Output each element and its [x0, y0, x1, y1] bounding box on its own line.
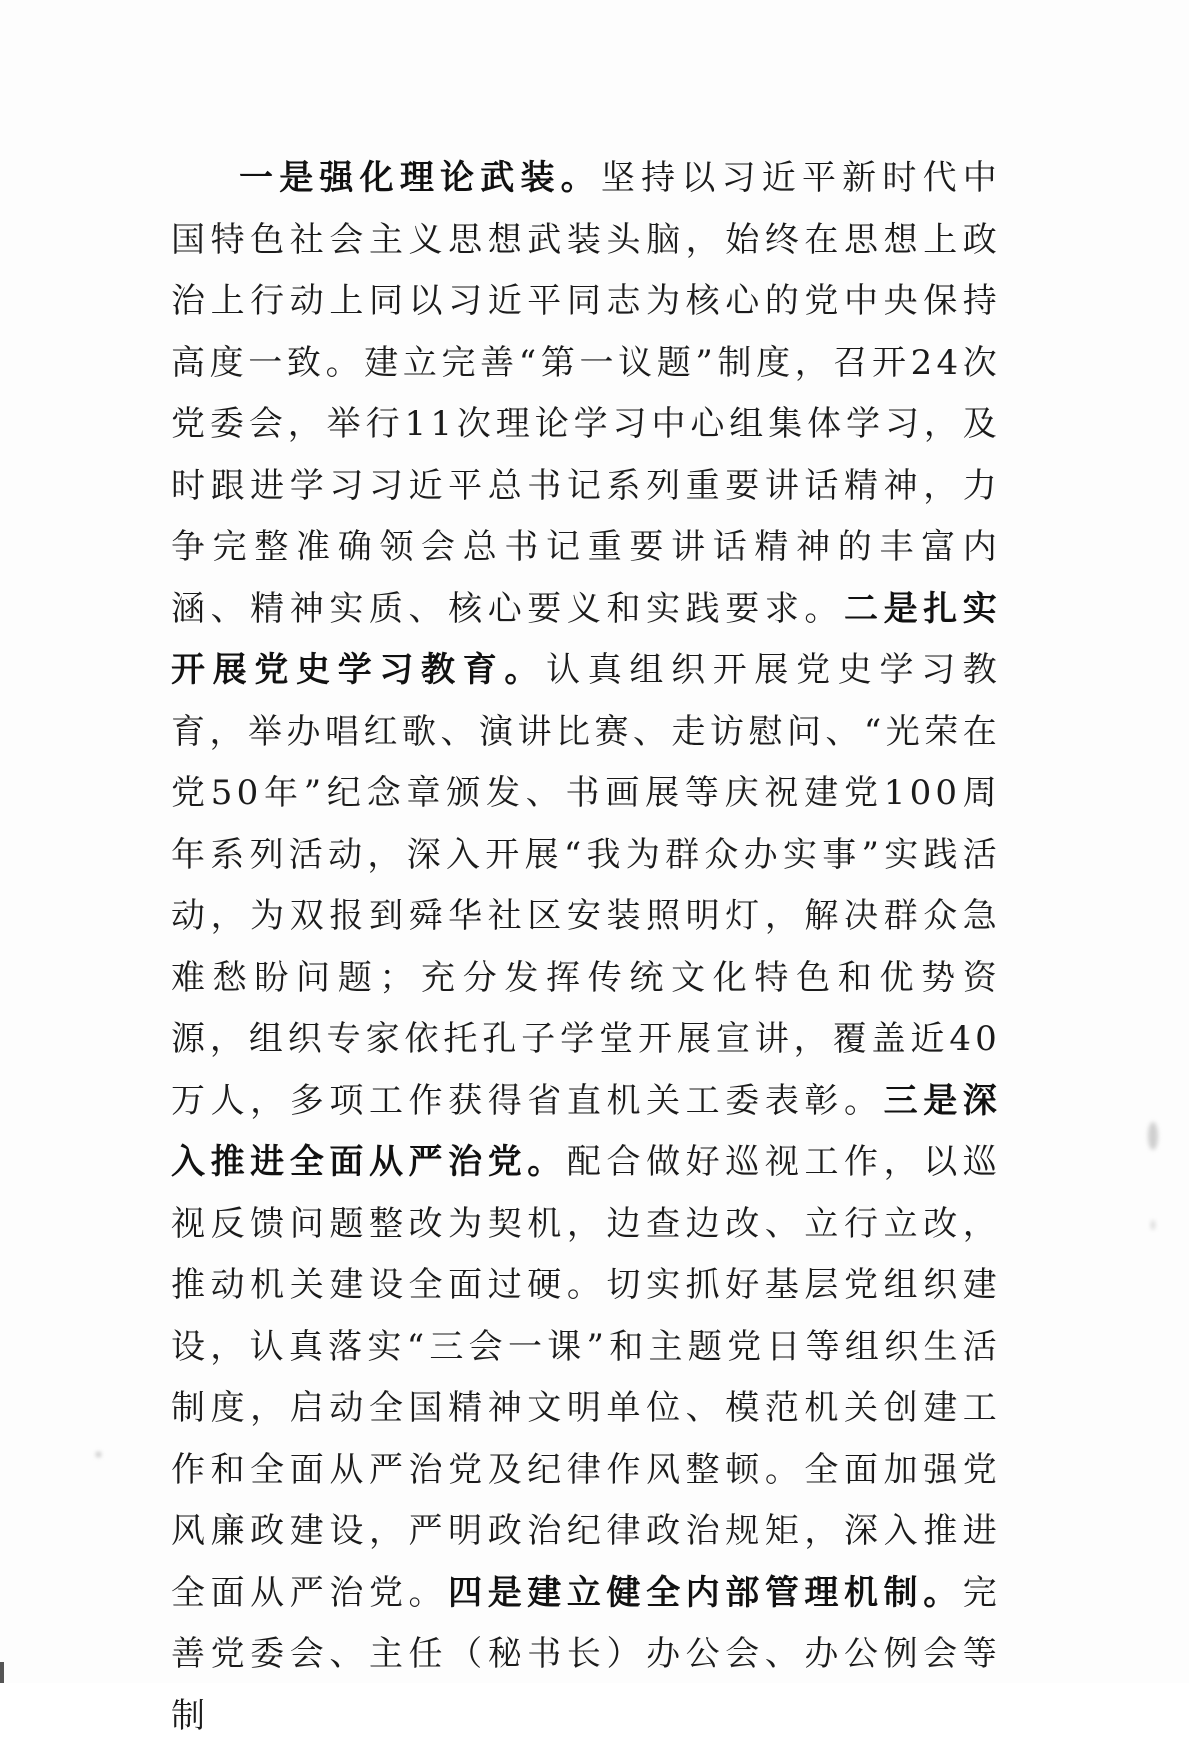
- body-paragraph: [171, 148, 1001, 1747]
- point-three-heading: 三是深入推进全面从严治党。: [171, 1080, 1001, 1182]
- point-three-text: 配合做好巡视工作，以巡视反馈问题整改为契机，边查边改、立行立改，推动机关建设全面过硬。切实抓好基层党组织建设，认真落实“三会一课”和主题党日等组织生活制度，启动全国精神文明单位、模范机关创建工作和全面从严治党及纪律作风整顿。全面加强党风廉政建设，严明政治纪律政治规矩，深入推进全面从严治党。: [171, 1142, 1002, 1613]
- scan-speck: [1148, 1122, 1158, 1150]
- point-four-heading: 四是建立健全内部管理机制。: [448, 1572, 963, 1613]
- point-two-heading: 二是扎实开展党史学习教育。: [171, 588, 1001, 690]
- point-two-text: 认真组织开展党史学习教育，举办唱红歌、演讲比赛、走访慰问、“光荣在党50年”纪念章颁发、书画展等庆祝建党100周年系列活动，深入开展“我为群众办实事”实践活动，为双报到舜华社区安装照明灯，解决群众急难愁盼问题；充分发挥传统文化特色和优势资源，组织专家依托孔子学堂开展宣讲，覆盖近40万人，多项工作获得省直机关工委表彰。: [171, 650, 1001, 1121]
- scan-speck: [1151, 1220, 1155, 1230]
- point-one-text: 坚持以习近平新时代中国特色社会主义思想武装头脑，始终在思想上政治上行动上同以习近平同志为核心的党中央保持高度一致。建立完善“第一议题”制度，召开24次党委会，举行11次理论学习中心组集体学习，及时跟进学习习近平总书记系列重要讲话精神，力争完整准确领会总书记重要讲话精神的丰富内涵、精神实质、核心要义和实践要求。: [171, 158, 1001, 629]
- scan-speck: [96, 1452, 101, 1457]
- point-one-heading: 一是强化理论武装。: [239, 158, 601, 198]
- scan-edge-mark: [0, 1662, 4, 1683]
- point-four-text: 完善党委会、主任（秘书长）办公会、办公例会等制: [171, 1572, 1001, 1736]
